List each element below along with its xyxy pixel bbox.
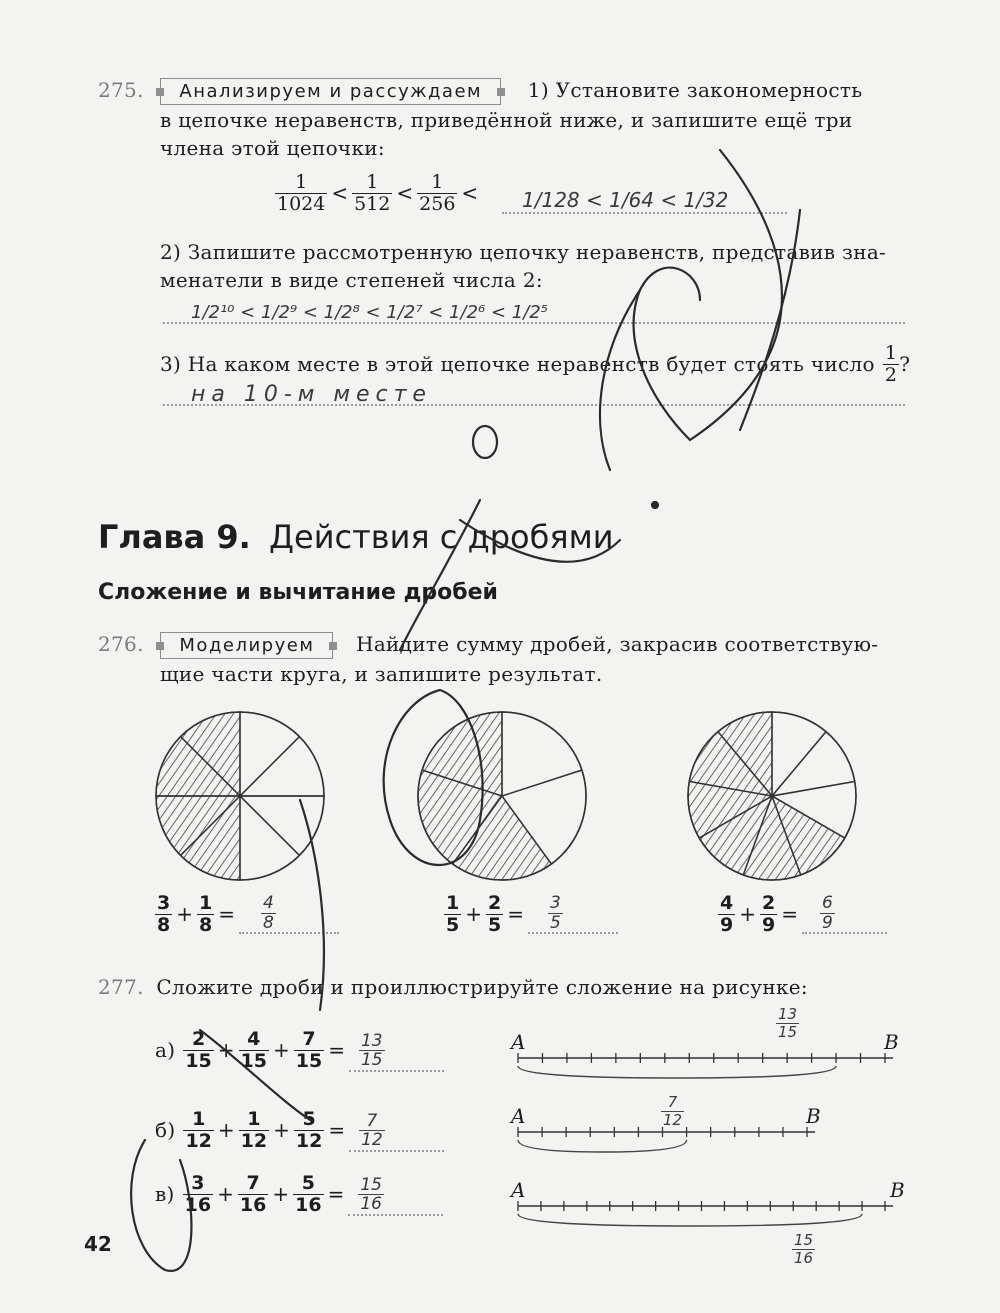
ex277-row-a	[155, 1028, 444, 1072]
answer-fraction: $\frac{3}{5}$	[550, 893, 561, 933]
equals-sign: =	[218, 902, 235, 927]
answer-field	[349, 1028, 444, 1072]
chain-fraction: $\frac{1}{1024}$	[277, 171, 326, 215]
addend-fraction: $\frac{5}{16}$	[295, 1171, 322, 1216]
plus-sign: +	[273, 1118, 290, 1142]
ex275-task1-line1: 1) Установите закономерность	[527, 78, 863, 102]
sector	[240, 737, 324, 796]
answer-field	[239, 894, 339, 934]
scribble-stroke	[473, 426, 497, 458]
ex277-number-lines	[500, 1000, 920, 1300]
ex275-answer2-line	[163, 300, 905, 324]
ex275-task2-line1: 2) Запишите рассмотренную цепочку неравенств, представив зна-	[160, 240, 887, 264]
ex276-line1: Найдите сумму дробей, закрасив соответствую-	[356, 632, 879, 656]
row-label: а)	[155, 1038, 176, 1062]
ex276-number: 276.	[98, 632, 144, 656]
plus-sign: +	[739, 902, 756, 927]
ex275-badge: Анализируем и рассуждаем	[160, 78, 501, 105]
chain-fraction: $\frac{1}{512}$	[354, 171, 391, 215]
ex275-answer1-line	[502, 188, 787, 214]
chapter-heading	[98, 518, 614, 556]
point-a-label: A	[511, 1178, 526, 1202]
sector	[240, 796, 324, 855]
sector	[502, 712, 582, 796]
ex276-badge: Моделируем	[160, 632, 333, 659]
ex276-eq-3	[718, 893, 887, 936]
answer-fraction: $\frac{6}{9}$	[822, 893, 833, 933]
answer-field	[348, 1172, 443, 1216]
scribble-stroke	[652, 502, 658, 508]
sector	[240, 712, 299, 796]
plus-sign: +	[465, 902, 482, 927]
ex276-line2: щие части круга, и запишите результат.	[160, 662, 603, 686]
ex277-header	[98, 975, 808, 999]
answer-fraction: $\frac{4}{8}$	[263, 893, 274, 933]
line-c-answer: $\frac{15}{16}$	[794, 1231, 814, 1267]
row-label: б)	[155, 1118, 176, 1142]
ex277-text: Сложите дроби и проиллюстрируйте сложение на рисунке:	[156, 975, 808, 999]
addend-fraction: $\frac{3}{8}$	[157, 892, 171, 936]
addend-fraction: $\frac{5}{12}$	[295, 1107, 323, 1152]
section-title: Сложение и вычитание дробей	[98, 580, 498, 605]
chapter-title: Действия с дробями	[269, 518, 614, 556]
line-a-answer: $\frac{13}{15}$	[778, 1005, 798, 1041]
answer-fraction: $\frac{13}{15}$	[360, 1030, 383, 1071]
answer-field	[349, 1108, 444, 1152]
sum-brace	[518, 1140, 687, 1152]
addend-fraction: $\frac{2}{15}$	[185, 1027, 212, 1072]
point-b-label: B	[806, 1104, 821, 1128]
ex275-task3-text: 3) На каком месте в этой цепочке неравенств будет стоять число	[160, 352, 875, 377]
ex275-task3-fraction: $\frac{1}{2}$	[884, 342, 898, 386]
addend-fraction: $\frac{1}{12}$	[185, 1107, 212, 1152]
plus-sign: +	[273, 1038, 290, 1062]
sum-brace	[518, 1214, 862, 1226]
ex275-task3	[160, 343, 910, 386]
addend-fraction: $\frac{2}{5}$	[488, 892, 502, 936]
answer-fraction: $\frac{7}{12}$	[361, 1110, 383, 1151]
sector	[772, 732, 855, 796]
less-than: <	[461, 181, 479, 206]
addend-fraction: $\frac{4}{15}$	[240, 1027, 267, 1072]
answer-field	[528, 894, 618, 934]
sector	[772, 712, 826, 796]
chain-fraction: $\frac{1}{256}$	[419, 171, 456, 215]
ex277-row-c	[155, 1172, 443, 1216]
ex275-header	[98, 78, 910, 105]
less-than: <	[331, 181, 349, 206]
sum-brace	[518, 1066, 836, 1078]
sector	[240, 796, 299, 880]
ex275-chain	[275, 172, 482, 215]
ex275-answer3: на 10-м месте	[191, 382, 432, 407]
addend-fraction: $\frac{7}{15}$	[295, 1027, 323, 1072]
ex275-answer2: 1/2¹⁰ < 1/2⁹ < 1/2⁸ < 1/2⁷ < 1/2⁶ < 1/2⁵	[191, 302, 548, 323]
addend-fraction: $\frac{1}{8}$	[199, 892, 213, 936]
addend-fraction: $\frac{7}{16}$	[239, 1171, 267, 1216]
chapter-label: Глава 9.	[98, 518, 251, 556]
ex275-task1-line3: члена этой цепочки:	[160, 136, 385, 160]
equals-sign: =	[327, 1182, 345, 1206]
ex276-header	[98, 632, 878, 659]
ex276-eq-1	[155, 893, 339, 936]
addend-fraction: $\frac{3}{16}$	[184, 1171, 212, 1216]
equals-sign: =	[328, 1118, 346, 1142]
ex277-row-b	[155, 1108, 444, 1152]
ex275-answer3-line	[163, 382, 905, 406]
equals-sign: =	[507, 902, 524, 927]
ex275-task2-line2: менатели в виде степеней числа 2:	[160, 268, 543, 292]
addend-fraction: $\frac{1}{5}$	[446, 892, 460, 936]
point-b-label: B	[884, 1030, 899, 1054]
answer-field	[802, 894, 887, 934]
ex276-eq-2	[444, 893, 618, 936]
plus-sign: +	[217, 1118, 235, 1142]
point-a-label: A	[511, 1030, 526, 1054]
addend-fraction: $\frac{2}{9}$	[762, 892, 776, 936]
addend-fraction: $\frac{1}{12}$	[240, 1107, 268, 1152]
ex276-circles	[140, 700, 880, 900]
equals-sign: =	[328, 1038, 345, 1062]
less-than: <	[396, 181, 414, 206]
line-b-answer: $\frac{7}{12}$	[663, 1093, 683, 1129]
plus-sign: +	[176, 902, 193, 927]
ex275-answer1: 1/128 < 1/64 < 1/32	[522, 188, 729, 212]
plus-sign: +	[217, 1182, 234, 1206]
point-b-label: B	[890, 1178, 905, 1202]
addend-fraction: $\frac{4}{9}$	[720, 892, 734, 936]
plus-sign: +	[272, 1182, 290, 1206]
row-label: в)	[155, 1182, 175, 1206]
page-number: 42	[84, 1232, 112, 1256]
ex275-task1-line2: в цепочке неравенств, приведённой ниже, и запишите ещё три	[160, 108, 853, 132]
answer-fraction: $\frac{15}{16}$	[360, 1174, 382, 1215]
ex275-number: 275.	[98, 78, 144, 102]
ex277-number: 277.	[98, 975, 144, 999]
ex275-task3-question: ?	[899, 352, 911, 377]
point-a-label: A	[511, 1104, 526, 1128]
plus-sign: +	[217, 1038, 235, 1062]
equals-sign: =	[781, 902, 798, 927]
